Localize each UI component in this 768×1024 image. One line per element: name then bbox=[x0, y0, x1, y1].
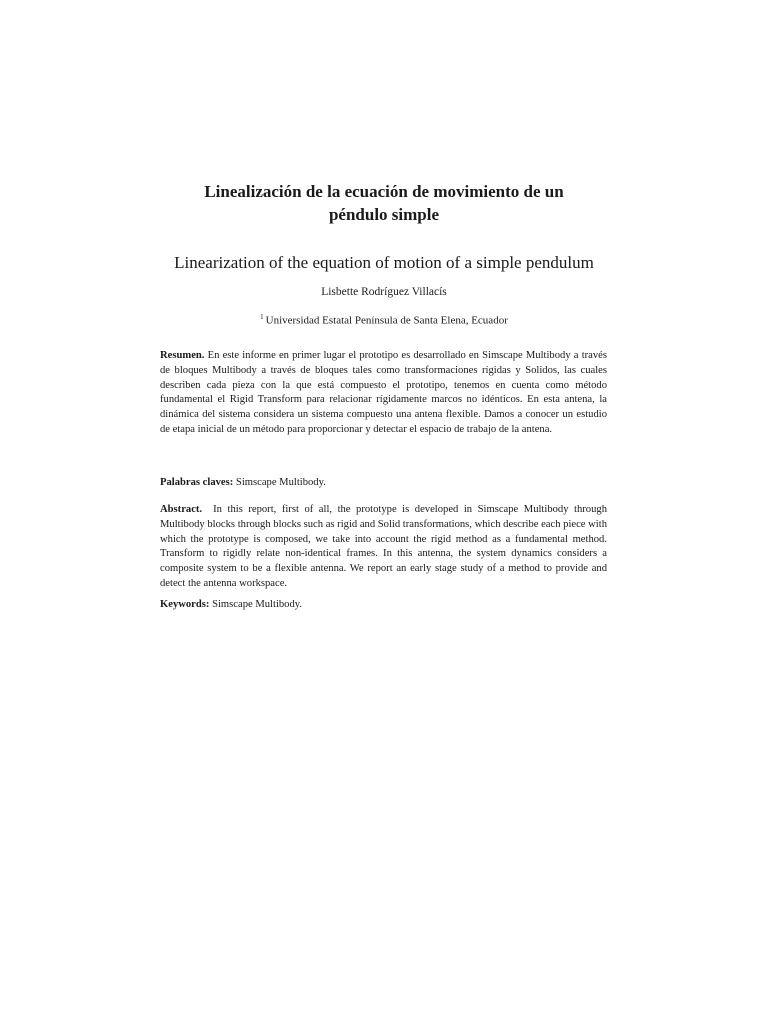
affiliation bbox=[160, 310, 608, 328]
keywords-paragraph bbox=[160, 598, 607, 613]
spanish-title-line2: péndulo simple bbox=[328, 205, 440, 224]
palabras-claves-label: Palabras claves: bbox=[160, 477, 234, 488]
resumen-paragraph bbox=[160, 349, 607, 438]
abstract-text: In this report, first of all, the prototype is developed in Simscape Multibody through Multibody blocks through blocks such as rigid and Solid transformations, which describe each piece with which the prototype is composed, we take into account the rigid method as a fundamental method. Transform to rigidly relate non-identical frames. In this antenna, the system dynamics considers a composite system to be a flexible antenna. We report an early stage study of a method to provide and detect the antenna workspace. bbox=[160, 504, 607, 589]
abstract-paragraph bbox=[160, 503, 607, 592]
resumen-label: Resumen. bbox=[160, 350, 205, 361]
affiliation-text: Universidad Estatal Península de Santa Elena, Ecuador bbox=[265, 314, 508, 327]
author-name: Lisbette Rodríguez Villacís bbox=[321, 286, 447, 298]
affiliation-marker: 1 bbox=[260, 313, 264, 321]
palabras-claves-paragraph bbox=[160, 476, 607, 491]
keywords-label: Keywords: bbox=[160, 599, 210, 610]
spanish-title-line1: Linealización de la ecuación de movimiento de un bbox=[204, 182, 564, 201]
spanish-title bbox=[160, 180, 608, 226]
abstract-label: Abstract. bbox=[160, 504, 203, 515]
keywords-text: Simscape Multibody. bbox=[212, 599, 303, 610]
english-title: Linearization of the equation of motion of a simple pendulum bbox=[174, 253, 594, 272]
palabras-claves-text: Simscape Multibody. bbox=[235, 477, 326, 488]
resumen-text: En este informe en primer lugar el prototipo es desarrollado en Simscape Multibody a través de bloques Multibody a través de bloques tales como transformaciones rígidas y Solidos, las cuales describen cada pieza con la que está compuesto el prototipo, tenemos en cuenta como método fundamental el Rigid Transform para relacionar rígidamente marcos no idénticos. En esta antena, la dinámica del sistema considera un sistema compuesto una antena flexible. Damos a conocer un estudio de etapa inicial de un método para proporcionar y detectar el espacio de trabajo de la antena. bbox=[160, 350, 607, 435]
